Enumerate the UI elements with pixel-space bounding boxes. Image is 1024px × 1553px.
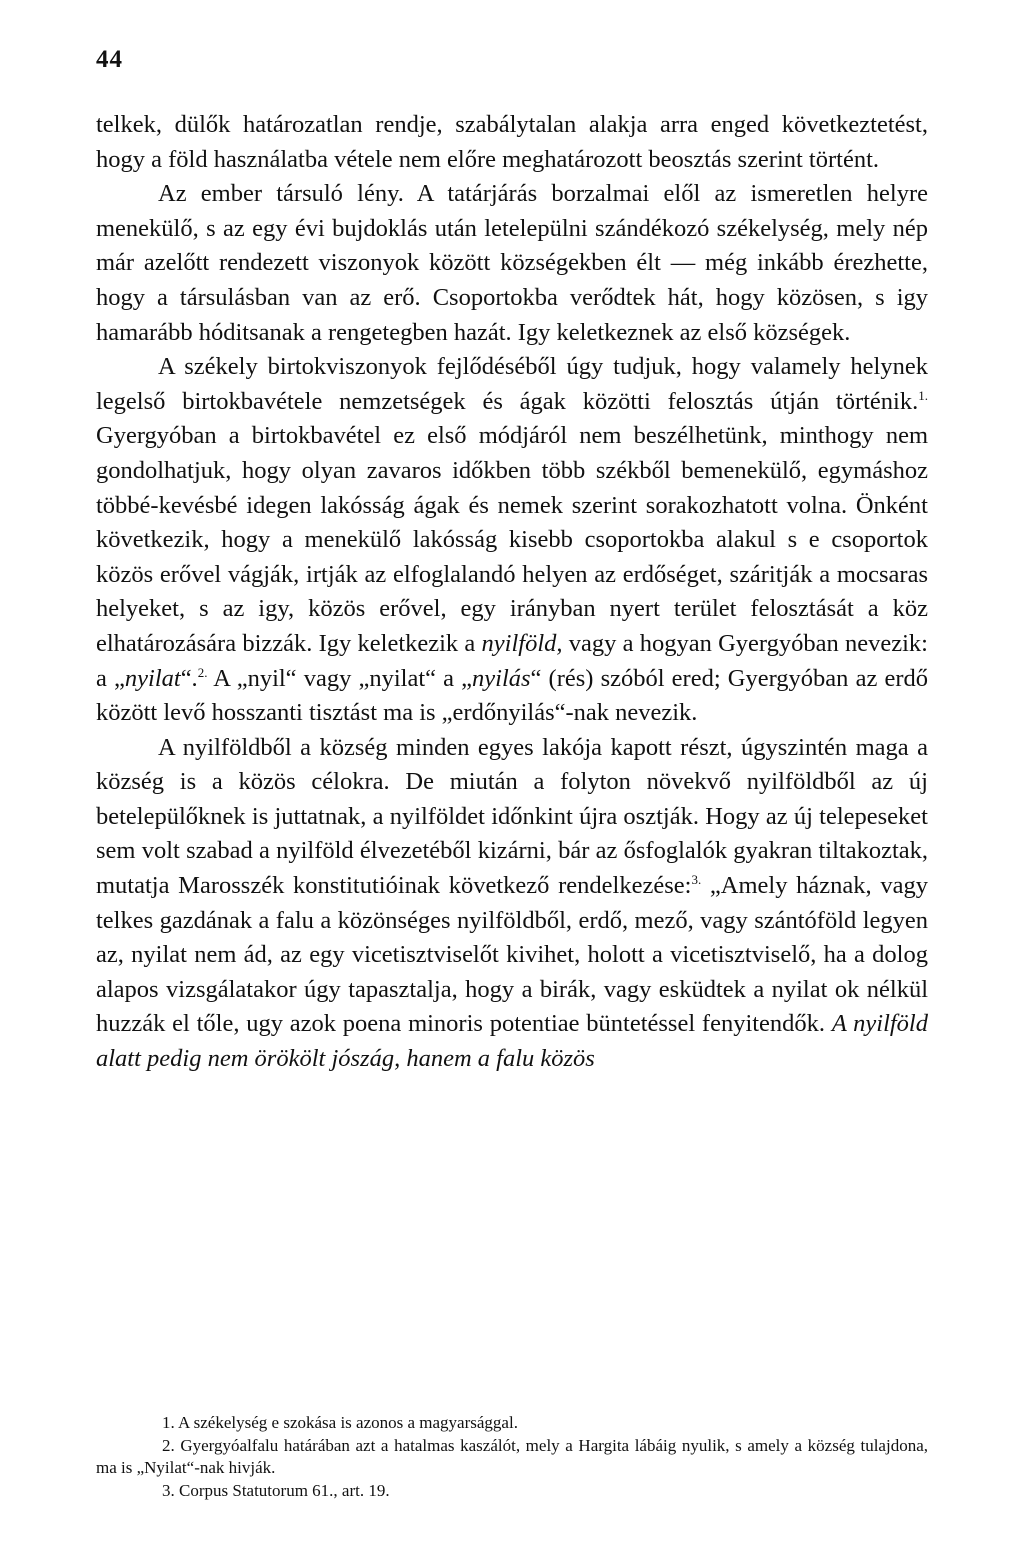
footnotes [96, 1412, 928, 1502]
text-segment: A „nyil“ vagy „nyilat“ a „ [207, 664, 473, 692]
text-segment: A nyilföldből a község minden egyes lakója kapott részt, úgyszintén maga a község is a közös célokra. De miután a folyton növekvő nyilföldből az új betelepülőknek is juttatnak, a nyilföldet időnkint újra osztják. Hogy az új telepeseket sem volt szabad a nyilföld élvezetéből kizárni, bár az ősfoglalók gyakran tiltakoztak, mutatja Marosszék konstitutióinak következő rendelkezése: [96, 733, 928, 900]
footnote-fn2: 2. Gyergyóalfalu határában azt a hatalmas kaszálót, mely a Hargita lábáig nyulik, s amely a község tulajdona, ma is „Nyilat“-nak hivják. [96, 1435, 928, 1477]
italic-text-segment: nyilat [124, 664, 181, 692]
text-segment: telkek, dülők határozatlan rendje, szabálytalan alakja arra enged következtetést, hogy a föld használatba vétele nem előre meghatározott beosztás szerint történt. [96, 111, 928, 173]
footnote-fn1: 1. A székelység e szokása is azonos a magyarsággal. [162, 1413, 518, 1432]
body-text [96, 108, 928, 1077]
italic-text-segment: nyilföld, [481, 629, 563, 657]
footnote-reference: 2. [197, 664, 208, 680]
text-segment: vagy a hogyan Gyergyóban nevezik: a „ [96, 629, 928, 692]
page-number: 44 [96, 46, 123, 73]
footnote-reference: 1. [918, 387, 928, 403]
text-segment: „Amely háznak, vagy telkes gazdának a falu a közönséges nyilföldből, erdő, mező, vagy szántóföld legyen az, nyilat nem ád, az egy vicetisztviselőt kivihet, holott a vicetisztviselő, ha a dolog alapos vizsgálatakor úgy tapasztalja, hogy a birák, vagy esküdtek a nyilat ok nélkül huzzák el tőle, ugy azok poena minoris potentiae büntetéssel fenyitendők. [96, 872, 928, 1038]
text-segment: Az ember társuló lény. A tatárjárás borzalmai elől az ismeretlen helyre menekülő, s az egy évi bujdoklás után letelepülni szándékozó székelység, mely nép már azelőtt rendezett viszonyok között községekben élt — még inkább érezhette, hogy a társulásban van az erő. Csoportokba verődtek hát, hogy közösen, s igy hamarább hóditsanak a rengetegben hazát. Igy keletkeznek az első községek. [96, 180, 928, 346]
paragraph-p2 [96, 177, 928, 350]
paragraph-p3 [96, 350, 928, 731]
italic-text-segment: A nyilföld alatt pedig nem örökölt jószág, hanem a falu közös [96, 1010, 928, 1073]
text-segment: “ (rés) szóból ered; Gyergyóban az erdő között levő hosszanti tisztást ma is „erdőnyilás“-nak nevezik. [96, 664, 928, 727]
text-segment: Gyergyóban a birtokbavétel ez első módjáról nem beszélhetünk, minthogy nem gondolhatjuk, hogy olyan zavaros időkben több székből bemenekülő, egymáshoz többé-kevésbé idegen lakósság ágak és nemek szerint sorakozhatott volna. Önként következik, hogy a menekülő lakósság kisebb csoportokba alakul s e csoportok közös erővel vágják, irtják az elfoglalandó helyen az erdőséget, száritják a mocsaras helyeket, s az igy, közös erővel, egy irányban nyert terület felosztását a köz elhatározására bizzák. Igy keletkezik a [96, 422, 928, 657]
text-segment: “. [180, 664, 198, 692]
paragraph-p1 [96, 108, 928, 177]
footnote-reference: 3. [691, 872, 702, 888]
italic-text-segment: nyilás [472, 664, 531, 692]
footnote-fn3: 3. Corpus Statutorum 61., art. 19. [162, 1480, 390, 1500]
text-segment: A székely birtokviszonyok fejlődéséből úgy tudjuk, hogy valamely helynek legelső birtokbavétele nemzetségek és ágak közötti felosztás útján történik. [96, 353, 928, 415]
paragraph-p4 [96, 731, 928, 1077]
